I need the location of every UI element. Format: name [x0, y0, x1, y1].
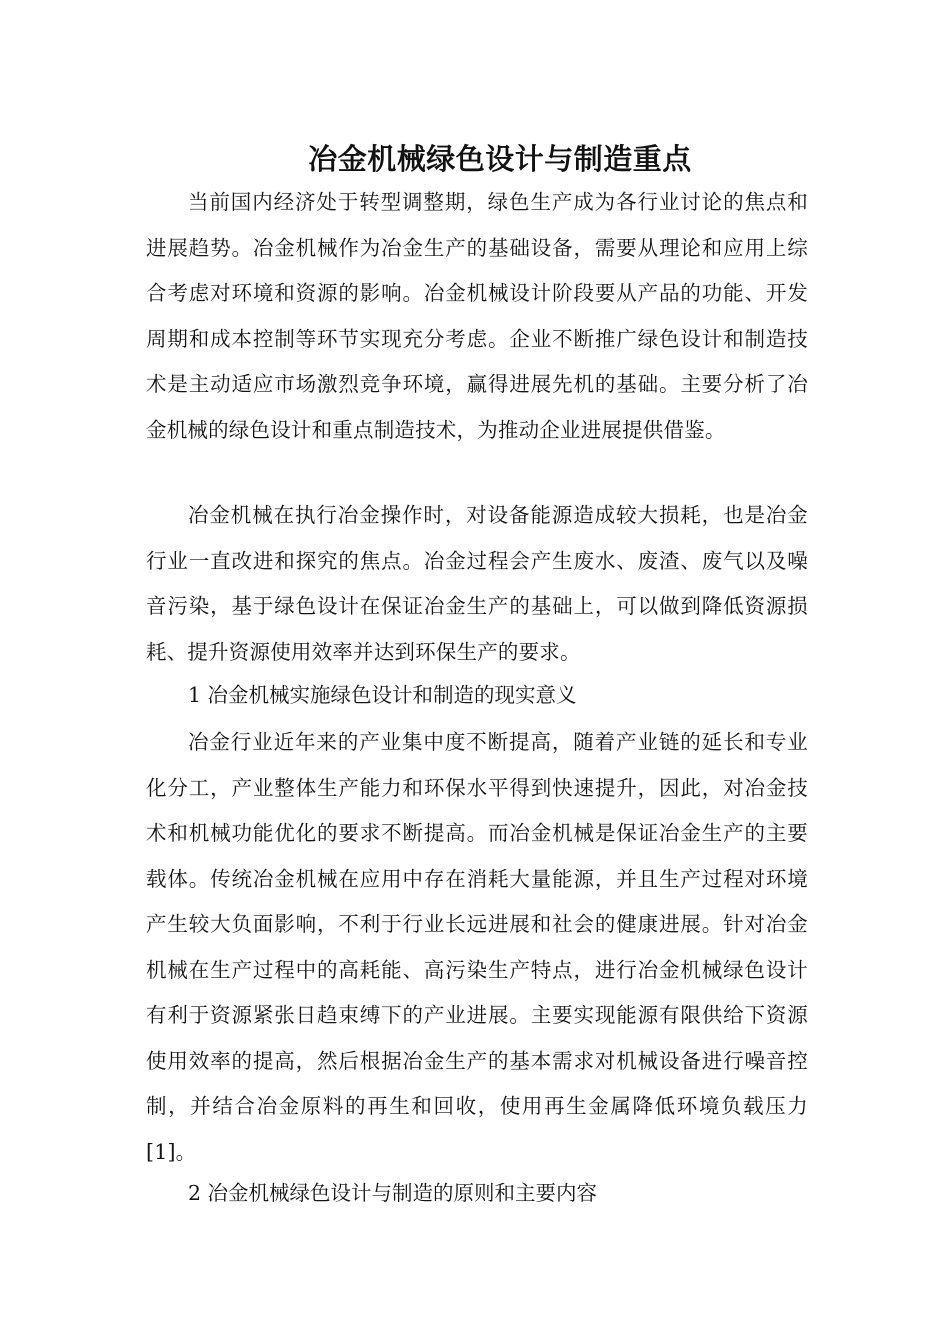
section-heading-1: 1 冶金机械实施绿色设计和制造的现实意义	[188, 683, 577, 707]
section-heading-2: 2 冶金机械绿色设计与制造的原则和主要内容	[188, 1181, 598, 1205]
paragraph-pollution: 冶金机械在执行冶金操作时，对设备能源造成较大损耗，也是冶金行业一直改进和探究的焦点。冶金过程会产生废水、废渣、废气以及噪音污染，基于绿色设计在保证冶金生产的基础上，可以做到降低资源损耗、提升资源使用效率并达到环保生产的要求。	[146, 503, 808, 664]
paragraph-intro: 当前国内经济处于转型调整期，绿色生产成为各行业讨论的焦点和进展趋势。冶金机械作为冶金生产的基础设备，需要从理论和应用上综合考虑对环境和资源的影响。冶金机械设计阶段要从产品的功能、开发周期和成本控制等环节实现充分考虑。企业不断推广绿色设计和制造技术是主动适应市场激烈竞争环境，赢得进展先机的基础。主要分析了冶金机械的绿色设计和重点制造技术，为推动企业进展提供借鉴。	[146, 190, 808, 442]
document-title: 冶金机械绿色设计与制造重点	[308, 142, 692, 177]
paragraph-significance: 冶金行业近年来的产业集中度不断提高，随着产业链的延长和专业化分工，产业整体生产能力和环保水平得到快速提升，因此，对冶金技术和机械功能优化的要求不断提高。而冶金机械是保证冶金生产的主要载体。传统冶金机械在应用中存在消耗大量能源，并且生产过程对环境产生较大负面影响，不利于行业长远进展和社会的健康进展。针对冶金机械在生产过程中的高耗能、高污染生产特点，进行冶金机械绿色设计有利于资源紧张日趋束缚下的产业进展。主要实现能源有限供给下资源使用效率的提高，然后根据冶金生产的基本需求对机械设备进行噪音控制，并结合冶金原料的再生和回收，使用再生金属降低环境负载压力[1]。	[146, 730, 808, 1164]
